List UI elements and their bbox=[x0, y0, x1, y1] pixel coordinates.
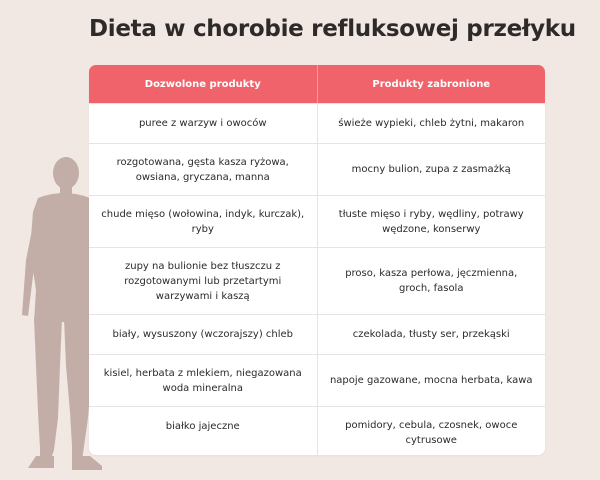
allowed-product-cell: biały, wysuszony (wczorajszy) chleb bbox=[112, 329, 294, 340]
forbidden-product-cell: świeże wypieki, chleb żytni, makaron bbox=[317, 104, 546, 143]
table-row bbox=[89, 195, 545, 247]
forbidden-product-cell: czekolada, tłusty ser, przekąski bbox=[317, 315, 546, 354]
allowed-product-cell: białko jajeczne bbox=[165, 421, 240, 432]
diet-table bbox=[89, 65, 545, 455]
table-header bbox=[89, 65, 545, 103]
allowed-product-cell: kisiel, herbata z mlekiem, niegazowana woda mineralna bbox=[103, 367, 302, 394]
header-forbidden-products: Produkty zabronione bbox=[317, 65, 546, 103]
allowed-product-cell: puree z warzyw i owoców bbox=[138, 118, 267, 129]
table-row bbox=[89, 406, 545, 455]
forbidden-product-cell: pomidory, cebula, czosnek, owoce cytrusowe bbox=[317, 407, 546, 455]
table-row bbox=[89, 143, 545, 195]
forbidden-product-cell: napoje gazowane, mocna herbata, kawa bbox=[317, 355, 546, 406]
header-allowed-products: Dozwolone produkty bbox=[144, 78, 261, 90]
forbidden-product-cell: proso, kasza perłowa, jęczmienna, groch, fasola bbox=[317, 248, 546, 314]
forbidden-product-cell: mocny bulion, zupa z zasmażką bbox=[317, 144, 546, 195]
allowed-product-cell: zupy na bulionie bez tłuszczu z rozgotowanymi lub przetartymi warzywami i kaszą bbox=[124, 260, 282, 302]
allowed-product-cell: rozgotowana, gęsta kasza ryżowa, owsiana, gryczana, manna bbox=[116, 156, 289, 183]
page-title: Dieta w chorobie refluksowej przełyku bbox=[89, 16, 576, 42]
table-row bbox=[89, 314, 545, 354]
table-row bbox=[89, 103, 545, 143]
table-row bbox=[89, 354, 545, 406]
allowed-product-cell: chude mięso (wołowina, indyk, kurczak), ryby bbox=[101, 208, 305, 235]
table-row bbox=[89, 247, 545, 314]
forbidden-product-cell: tłuste mięso i ryby, wędliny, potrawy wędzone, konserwy bbox=[317, 196, 546, 247]
